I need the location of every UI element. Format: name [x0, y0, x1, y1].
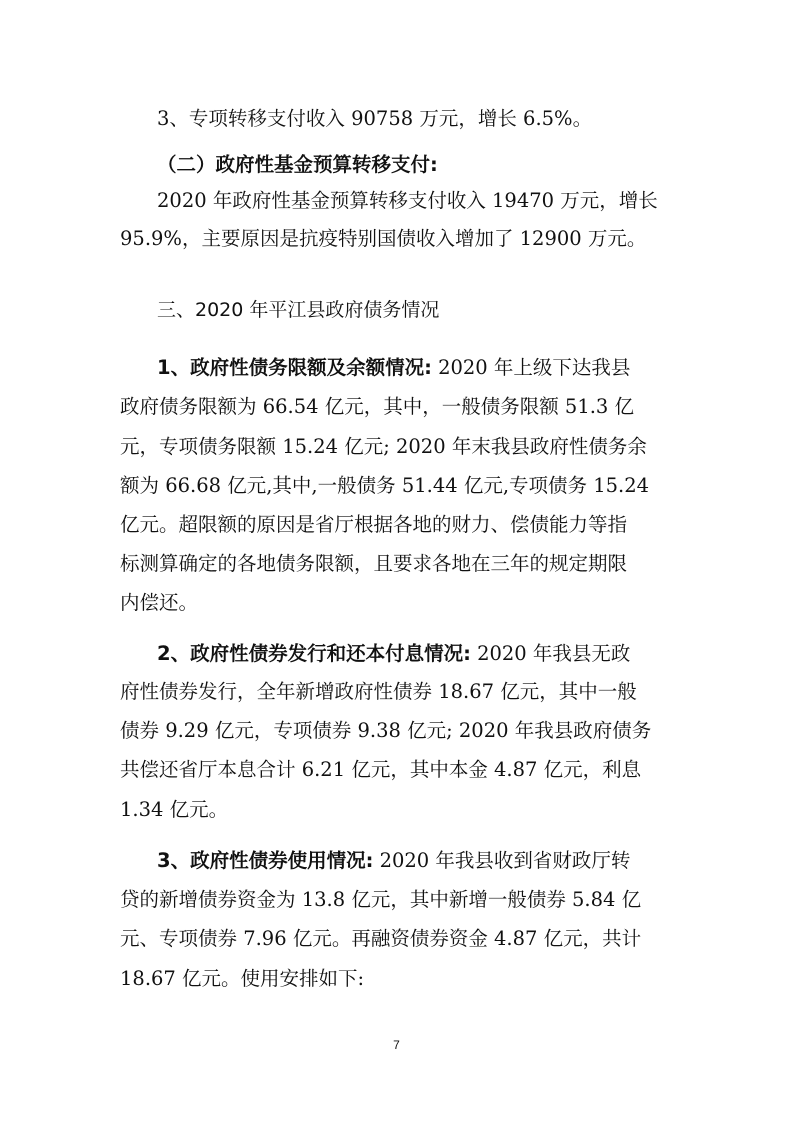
para3-line4: 18.67 亿元。使用安排如下: [120, 967, 365, 990]
para2-line2: 府性债券发行，全年新增政府性债券 18.67 亿元，其中一般 [120, 680, 637, 703]
para2-line1 [157, 641, 793, 667]
para3-line2: 贷的新增债券资金为 13.8 亿元，其中新增一般债券 5.84 亿 [120, 888, 642, 911]
para2-lead: 2、政府性债券发行和还本付息情况: [157, 642, 471, 665]
page-number: 7 [393, 1038, 400, 1052]
para1-line2: 政府债务限额为 66.54 亿元，其中，一般债务限额 51.3 亿 [120, 395, 635, 418]
para1-line6: 标测算确定的各地债务限额，且要求各地在三年的规定期限 [120, 552, 628, 575]
para1-line4: 额为 66.68 亿元,其中,一般债务 51.44 亿元,专项债务 15.24 [120, 474, 650, 497]
line-fund-transfer-1: 2020 年政府性基金预算转移支付收入 19470 万元，增长 [157, 189, 658, 212]
para2-line4: 共偿还省厅本息合计 6.21 亿元，其中本金 4.87 亿元，利息 [120, 758, 642, 781]
para3-line3: 元、专项债券 7.96 亿元。再融资债券资金 4.87 亿元，共计 [120, 927, 642, 950]
para2-line1-text: 2020 年我县无政 [470, 642, 631, 665]
line-fund-transfer-2: 95.9%，主要原因是抗疫特别国债收入增加了 12900 万元。 [120, 227, 647, 250]
section-heading-fund-transfer: （二）政府性基金预算转移支付: [157, 153, 438, 176]
para3-lead: 3、政府性债券使用情况: [157, 849, 374, 872]
para1-line5: 亿元。超限额的原因是省厅根据各地的财力、偿债能力等指 [120, 513, 628, 536]
para3-line1-text: 2020 年我县收到省财政厅转 [373, 849, 631, 872]
para1-line1-text: 2020 年上级下达我县 [431, 356, 631, 379]
para1-lead: 1、政府性债务限额及余额情况: [157, 356, 432, 379]
para1-line3: 元，专项债务限额 15.24 亿元; 2020 年末我县政府性债务余 [120, 435, 647, 458]
section-heading-debt: 三、2020 年平江县政府债务情况 [157, 299, 440, 321]
para1-line1 [157, 355, 793, 381]
para2-line5: 1.34 亿元。 [120, 798, 229, 821]
para1-line7: 内偿还。 [120, 591, 199, 614]
para2-line3: 债券 9.29 亿元，专项债券 9.38 亿元; 2020 年我县政府债务 [120, 719, 652, 742]
para3-line1 [157, 848, 793, 874]
line-special-transfer: 3、专项转移支付收入 90758 万元，增长 6.5%。 [157, 107, 593, 130]
